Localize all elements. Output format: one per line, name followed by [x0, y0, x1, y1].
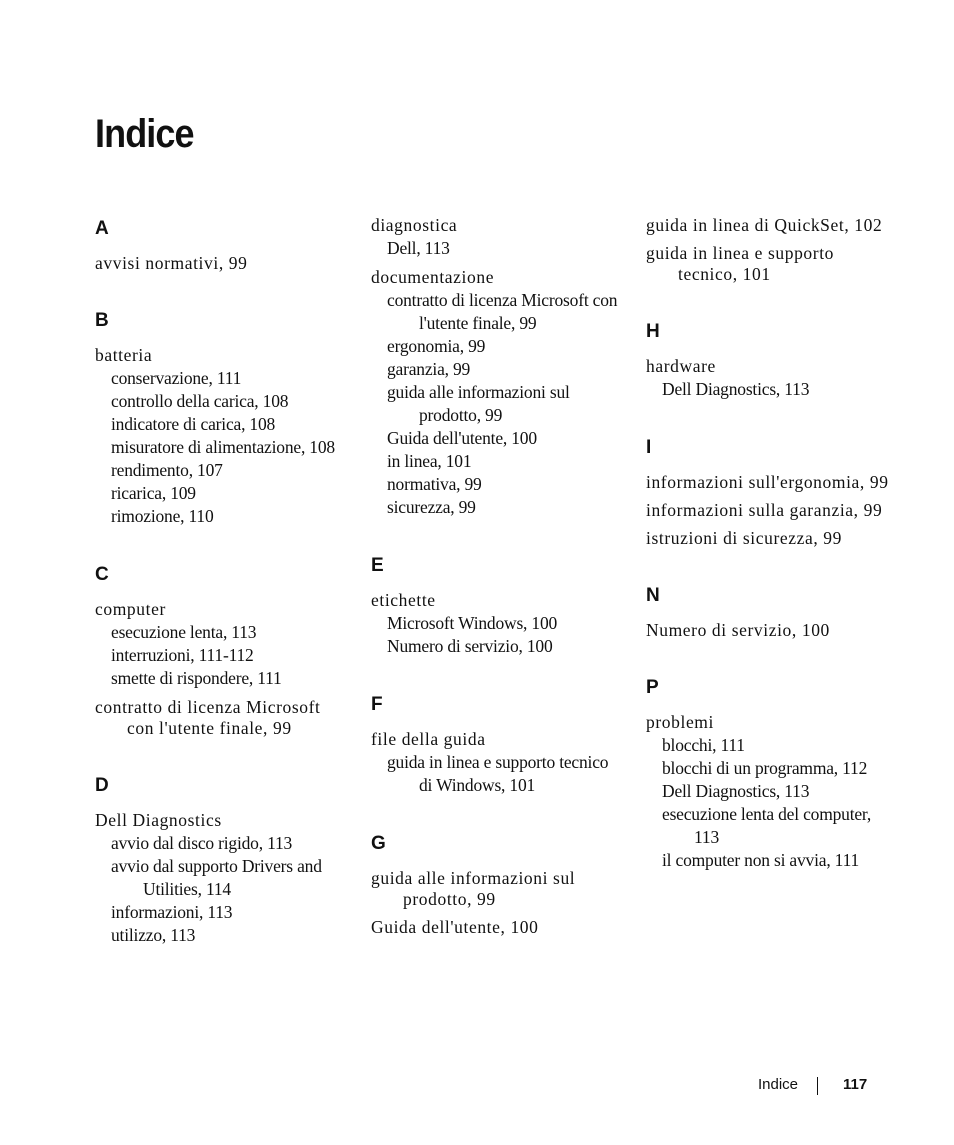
index-entry [371, 729, 621, 797]
index-subterm: contratto di licenza Microsoft con l'utente finale, 99 [387, 290, 618, 333]
index-term: problemi [646, 712, 714, 732]
index-term: Guida dell'utente, 100 [371, 917, 539, 937]
index-letter-group [646, 318, 896, 401]
index-subterm: ricarica, 109 [111, 483, 196, 503]
index-entry [95, 345, 345, 528]
index-term: informazioni sulla garanzia, 99 [646, 500, 883, 520]
index-term: Numero di servizio, 100 [646, 620, 830, 640]
index-letter-group [371, 691, 621, 797]
index-entry [371, 590, 621, 658]
index-term: contratto di licenza Microsoft con l'utente finale, 99 [95, 697, 321, 738]
index-term: documentazione [371, 267, 495, 287]
index-entry [371, 917, 621, 938]
index-section-letter: N [646, 585, 660, 606]
index-term: guida alle informazioni sul prodotto, 99 [371, 868, 576, 909]
index-letter-group [646, 582, 896, 641]
index-section-letter: P [646, 677, 659, 698]
index-section-letter: C [95, 564, 109, 585]
index-subterm: esecuzione lenta del computer, 113 [662, 804, 872, 847]
index-entry [95, 810, 345, 947]
index-entry [371, 215, 621, 260]
index-subterm: Numero di servizio, 100 [387, 636, 553, 656]
index-letter-group [95, 307, 345, 528]
index-letter-group [371, 215, 621, 519]
index-term: batteria [95, 345, 153, 365]
index-entry [646, 712, 896, 872]
index-term: guida in linea e supporto tecnico, 101 [646, 243, 835, 284]
index-section-letter: A [95, 218, 109, 239]
index-letter-group [646, 215, 896, 285]
index-subterm: Dell, 113 [387, 238, 450, 258]
index-entry [371, 267, 621, 519]
index-entry [646, 356, 896, 401]
index-subterm: rendimento, 107 [111, 460, 223, 480]
index-section-letter: I [646, 437, 652, 458]
index-entry [646, 215, 896, 236]
index-subterm: controllo della carica, 108 [111, 391, 289, 411]
index-entry [646, 620, 896, 641]
index-entry [646, 500, 896, 521]
index-term: computer [95, 599, 166, 619]
index-letter-group [646, 674, 896, 872]
index-section-letter: G [371, 833, 386, 854]
index-column-3 [646, 215, 896, 872]
index-column-1 [95, 215, 345, 947]
index-entry [95, 697, 345, 739]
index-term: guida in linea di QuickSet, 102 [646, 215, 883, 235]
index-term: etichette [371, 590, 436, 610]
index-letter-group [371, 552, 621, 658]
index-term: hardware [646, 356, 716, 376]
index-term: file della guida [371, 729, 486, 749]
index-subterm: in linea, 101 [387, 451, 472, 471]
page-title: Indice [95, 112, 194, 156]
index-section-letter: H [646, 321, 660, 342]
index-subterm: avvio dal supporto Drivers and Utilities, 114 [111, 856, 322, 899]
index-term: diagnostica [371, 215, 458, 235]
index-subterm: interruzioni, 111-112 [111, 645, 254, 665]
index-term: avvisi normativi, 99 [95, 253, 248, 273]
index-term: Dell Diagnostics [95, 810, 222, 830]
index-entry [646, 243, 896, 285]
index-subterm: smette di rispondere, 111 [111, 668, 282, 688]
index-letter-group [371, 830, 621, 938]
index-entry [95, 599, 345, 690]
index-subterm: misuratore di alimentazione, 108 [111, 437, 335, 457]
index-term: istruzioni di sicurezza, 99 [646, 528, 843, 548]
index-subterm: Guida dell'utente, 100 [387, 428, 537, 448]
index-subterm: ergonomia, 99 [387, 336, 486, 356]
index-subterm: indicatore di carica, 108 [111, 414, 276, 434]
index-section-letter: B [95, 310, 109, 331]
index-letter-group [95, 215, 345, 274]
footer-section-label: Indice [758, 1076, 799, 1093]
index-subterm: normativa, 99 [387, 474, 482, 494]
index-subterm: guida alle informazioni sul prodotto, 99 [387, 382, 570, 425]
index-subterm: rimozione, 110 [111, 506, 214, 526]
index-entry [646, 472, 896, 493]
index-subterm: conservazione, 111 [111, 368, 242, 388]
index-section-letter: F [371, 694, 383, 715]
index-subterm: guida in linea e supporto tecnico di Windows, 101 [387, 752, 609, 795]
index-subterm: informazioni, 113 [111, 902, 233, 922]
index-subterm: avvio dal disco rigido, 113 [111, 833, 293, 853]
index-column-2 [371, 215, 621, 938]
index-subterm: blocchi, 111 [662, 735, 745, 755]
index-subterm: il computer non si avvia, 111 [662, 850, 860, 870]
footer-divider [817, 1077, 818, 1095]
index-section-letter: D [95, 775, 109, 796]
index-subterm: Dell Diagnostics, 113 [662, 379, 810, 399]
index-letter-group [95, 561, 345, 739]
index-subterm: esecuzione lenta, 113 [111, 622, 257, 642]
index-entry [95, 253, 345, 274]
index-section-letter: E [371, 555, 384, 576]
index-subterm: Dell Diagnostics, 113 [662, 781, 810, 801]
index-subterm: sicurezza, 99 [387, 497, 476, 517]
index-subterm: Microsoft Windows, 100 [387, 613, 558, 633]
index-letter-group [95, 772, 345, 947]
index-term: informazioni sull'ergonomia, 99 [646, 472, 889, 492]
index-entry [646, 528, 896, 549]
index-subterm: garanzia, 99 [387, 359, 471, 379]
index-subterm: utilizzo, 113 [111, 925, 196, 945]
index-letter-group [646, 434, 896, 549]
index-entry [371, 868, 621, 910]
page-number: 117 [843, 1076, 868, 1093]
index-subterm: blocchi di un programma, 112 [662, 758, 868, 778]
